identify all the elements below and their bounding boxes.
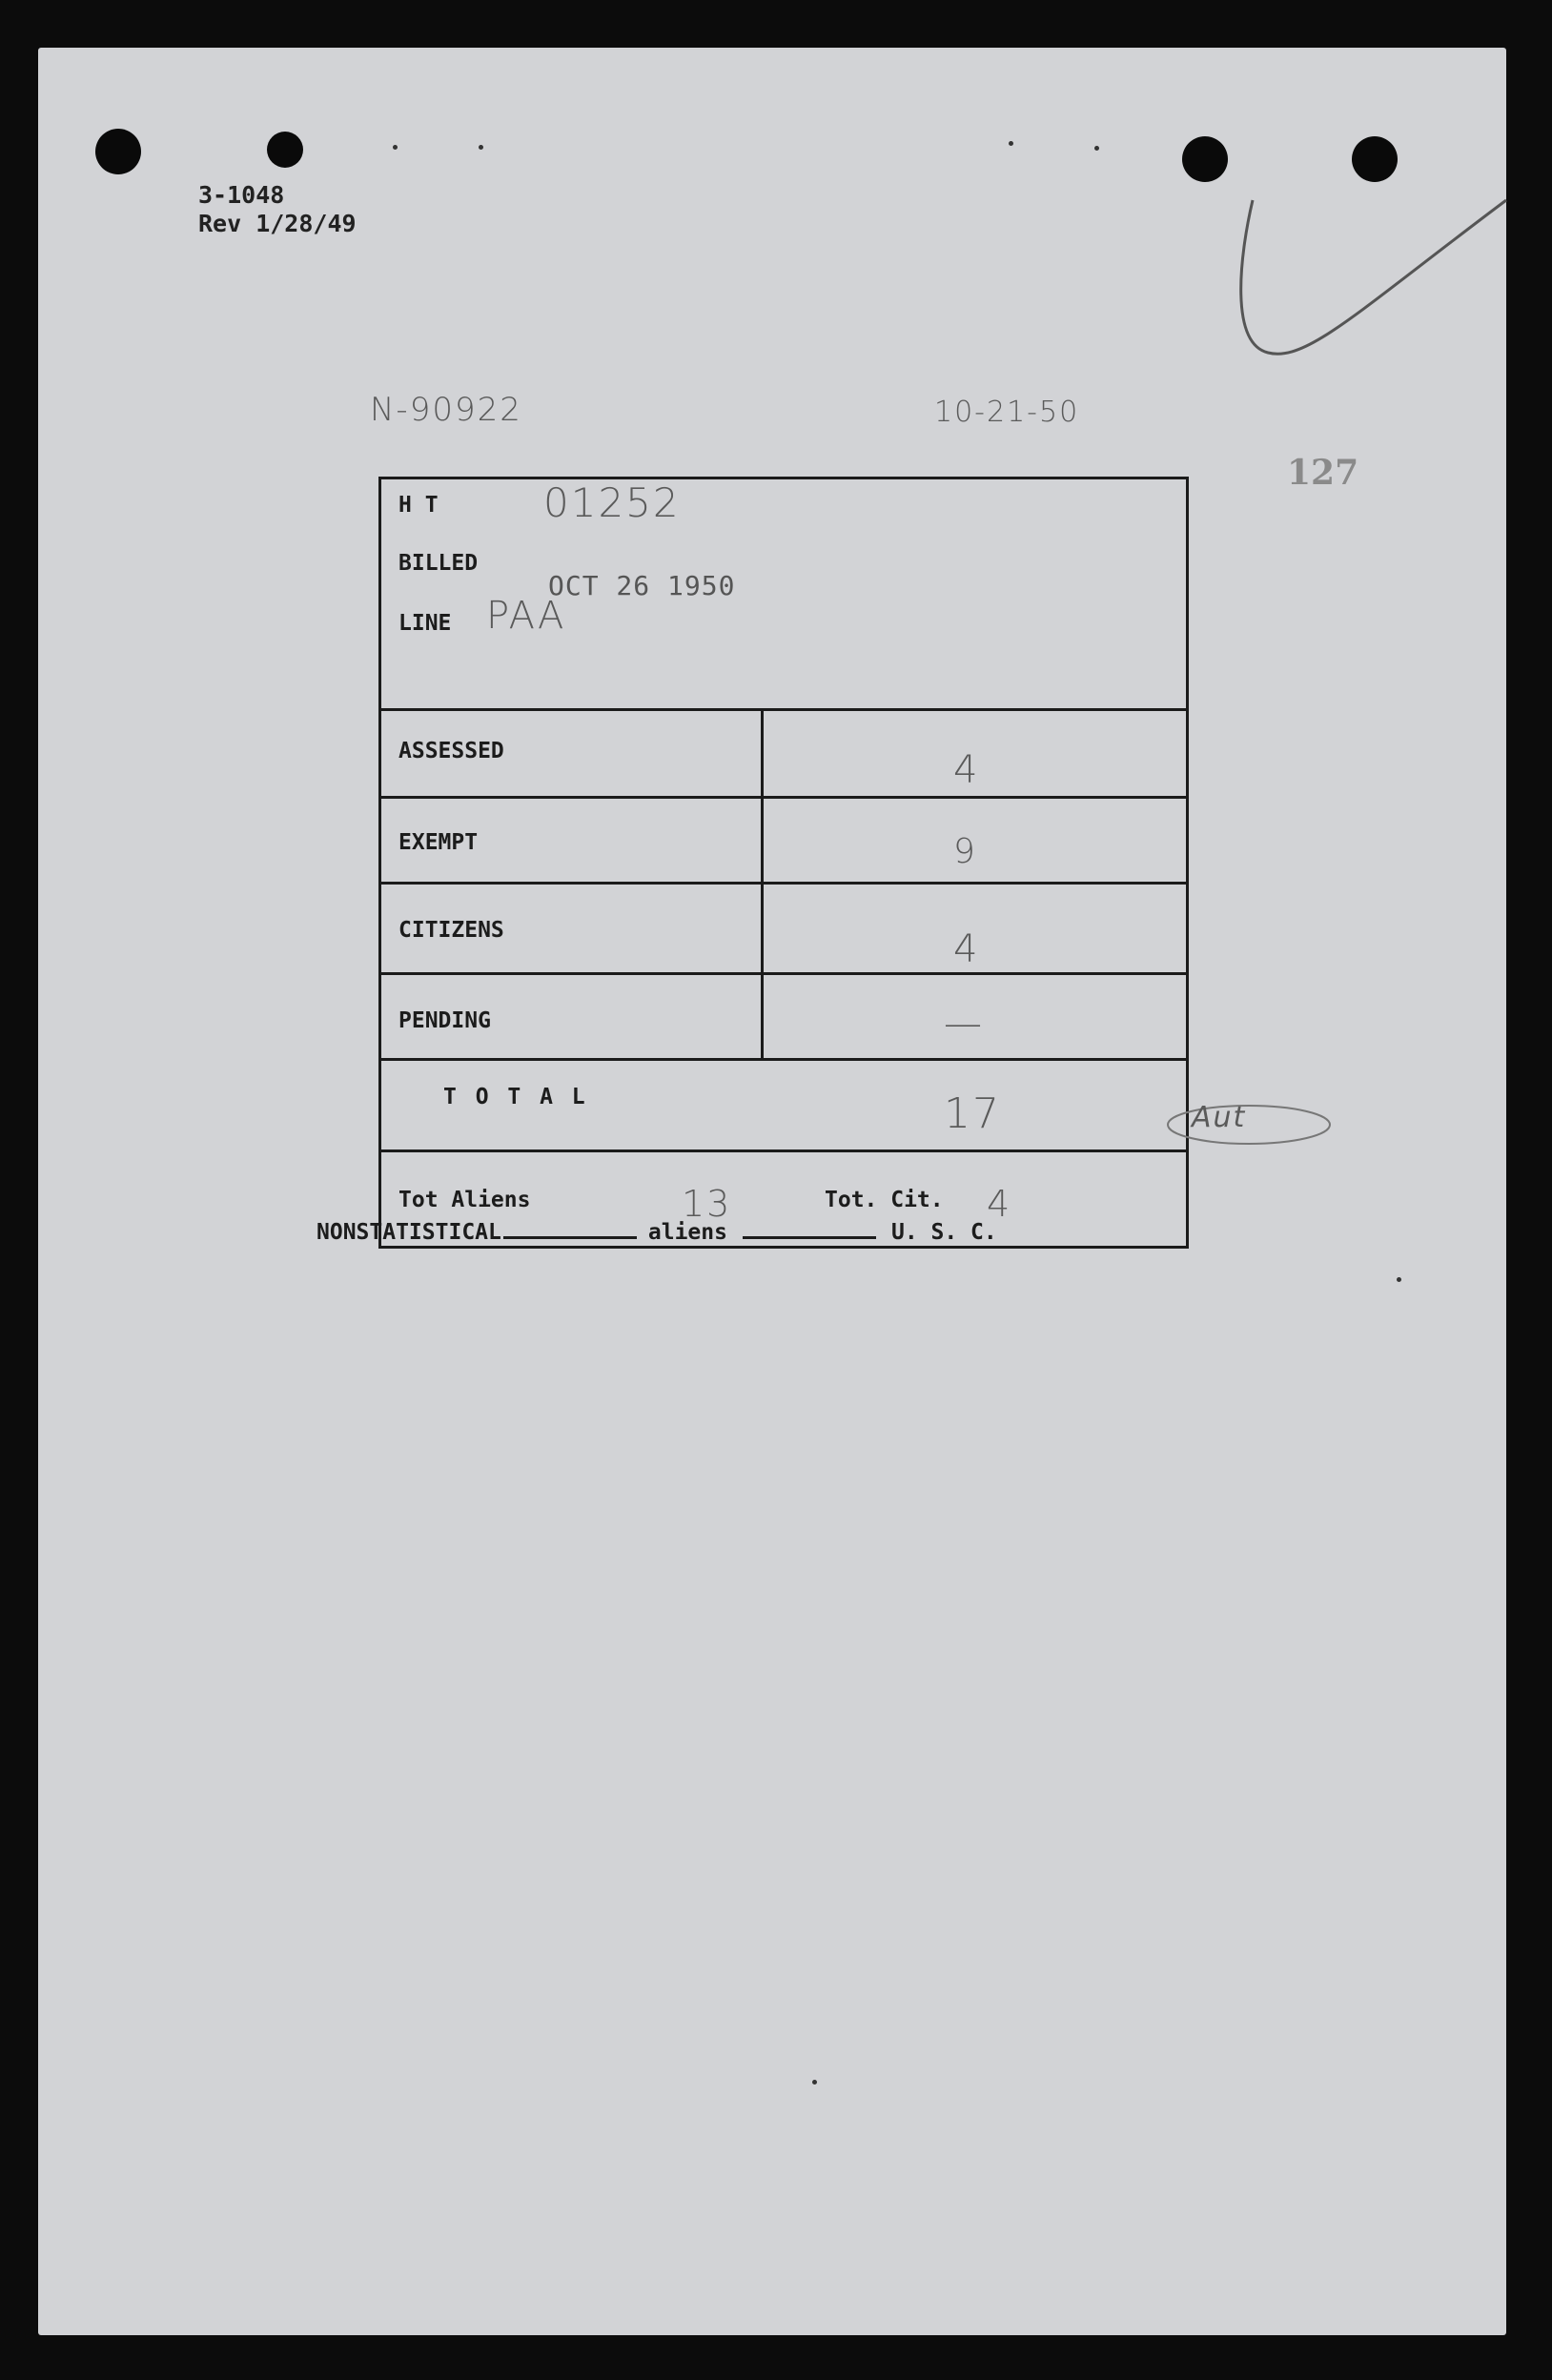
punch-hole: [1182, 136, 1228, 182]
blank-line: [743, 1236, 876, 1239]
tot-cit-label: Tot. Cit.: [825, 1188, 944, 1212]
citizens-value: 4: [953, 927, 980, 971]
handwritten-date: 10-21-50: [934, 396, 1080, 429]
assessed-value: 4: [953, 748, 980, 792]
usc-label: U. S. C.: [890, 1220, 997, 1245]
form-number: 3-1048: [198, 181, 285, 209]
form-revision: Rev 1/28/49: [198, 210, 357, 237]
tot-aliens-value: 13: [682, 1183, 732, 1225]
exempt-value: 9: [953, 832, 977, 871]
tot-aliens-label: Tot Aliens: [398, 1188, 531, 1212]
tally-form: [378, 477, 1189, 1249]
citizens-label: CITIZENS: [398, 918, 504, 943]
speck: [812, 2080, 817, 2085]
speck: [1094, 146, 1099, 151]
tot-cit-value: 4: [987, 1183, 1012, 1225]
speck: [1009, 141, 1013, 146]
billed-label: BILLED: [398, 551, 479, 576]
pending-label: PENDING: [398, 1008, 491, 1033]
form-code: [198, 181, 357, 238]
speck: [479, 145, 483, 150]
aliens-label: aliens: [647, 1220, 727, 1245]
nonstatistical-line: [317, 1220, 997, 1245]
billed-stamp: OCT 26 1950: [548, 570, 736, 601]
nonstatistical-label: NONSTATISTICAL: [317, 1220, 501, 1245]
punch-hole: [95, 129, 141, 174]
exempt-label: EXEMPT: [398, 830, 479, 855]
side-number: 127: [1287, 453, 1359, 493]
initials-scribble: [1154, 1091, 1344, 1158]
manifest-number: N-90922: [370, 391, 522, 429]
ht-label: H T: [398, 493, 439, 518]
check-mark: [1230, 172, 1535, 419]
punch-hole: [267, 132, 303, 168]
speck: [393, 145, 398, 150]
speck: [1397, 1277, 1401, 1282]
total-label: T O T A L: [443, 1085, 588, 1109]
line-value: PAA: [486, 594, 566, 638]
index-card: [38, 48, 1506, 2335]
pending-value: —: [944, 1002, 984, 1046]
initials: Aut: [1192, 1101, 1247, 1134]
total-value: 17: [944, 1089, 1001, 1138]
blank-line: [503, 1236, 637, 1239]
assessed-label: ASSESSED: [398, 739, 504, 763]
ht-number: 01252: [543, 479, 681, 526]
line-label: LINE: [398, 611, 452, 636]
